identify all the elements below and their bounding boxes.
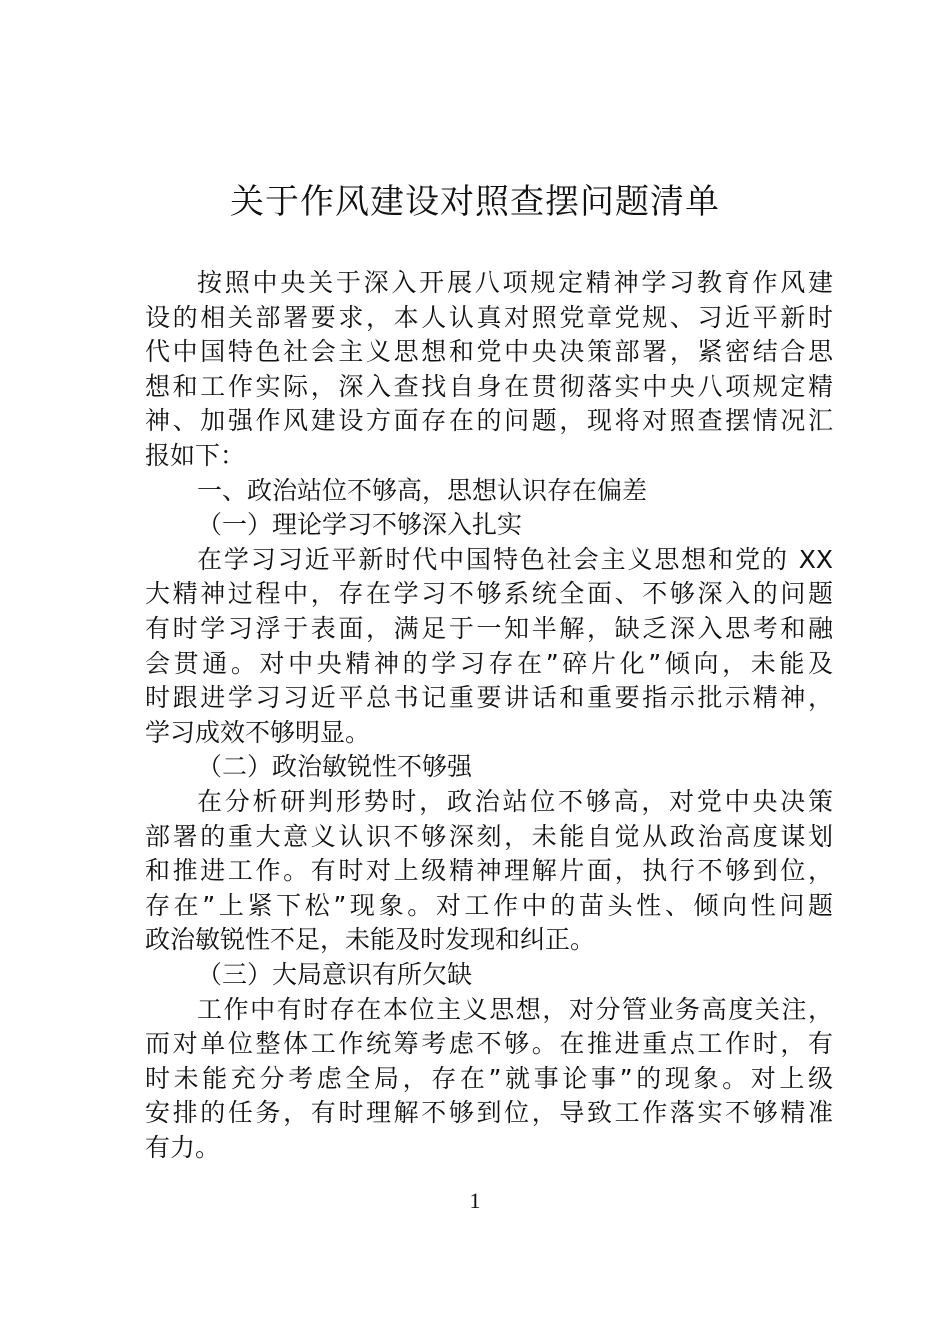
section-heading: （二）政治敏锐性不够强 [197, 752, 473, 782]
paragraph-line: 想和工作实际，深入查找自身在贯彻落实中央八项规定精 [145, 371, 833, 401]
paragraph-line: 报如下： [145, 441, 246, 470]
paragraph-line: 部署的重大意义认识不够深刻，未能自觉从政治高度谋划 [145, 821, 833, 851]
paragraph-line: 会贯通。对中央精神的学习存在”碎片化”倾向，未能及 [145, 648, 833, 678]
section-heading: （三）大局意识有所欠缺 [197, 960, 473, 989]
paragraph-line: 而对单位整体工作统筹考虑不够。在推进重点工作时，有 [145, 1029, 833, 1059]
paragraph-line: 时未能充分考虑全局，存在”就事论事”的现象。对上级 [145, 1063, 833, 1093]
section-heading: 一、政治站位不够高，思想认识存在偏差 [197, 475, 648, 505]
paragraph-line: 学习成效不够明显。 [145, 717, 371, 747]
paragraph-line: 时跟进学习习近平总书记重要讲话和重要指示批示精神， [145, 683, 833, 713]
paragraph-line: 设的相关部署要求，本人认真对照党章党规、习近平新时 [145, 302, 833, 332]
paragraph-line: 和推进工作。有时对上级精神理解片面，执行不够到位， [145, 856, 833, 886]
paragraph-line: 在分析研判形势时，政治站位不够高，对党中央决策 [197, 787, 833, 816]
paragraph-line: 安排的任务，有时理解不够到位，导致工作落实不够精准 [145, 1098, 833, 1128]
paragraph-line: 有力。 [145, 1133, 221, 1162]
paragraph-line: 存在”上紧下松”现象。对工作中的苗头性、倾向性问题 [145, 890, 833, 920]
paragraph-line: 政治敏锐性不足，未能及时发现和纠正。 [145, 925, 596, 955]
paragraph-line: 神、加强作风建设方面存在的问题，现将对照查摆情况汇 [145, 406, 833, 436]
paragraph-line: 有时学习浮于表面，满足于一知半解，缺乏深入思考和融 [145, 614, 833, 643]
page-number: 1 [469, 1188, 481, 1213]
paragraph-line: 工作中有时存在本位主义思想，对分管业务高度关注， [197, 994, 833, 1024]
paragraph-line: 大精神过程中，存在学习不够系统全面、不够深入的问题 [145, 579, 833, 609]
document-title: 关于作风建设对照查摆问题清单 [230, 182, 720, 222]
paragraph-line: 按照中央关于深入开展八项规定精神学习教育作风建 [197, 268, 833, 297]
paragraph-line: 在学习习近平新时代中国特色社会主义思想和党的 XX [197, 544, 833, 574]
paragraph-line: 代中国特色社会主义思想和党中央决策部署，紧密结合思 [145, 337, 833, 367]
section-heading: （一）理论学习不够深入扎实 [197, 510, 523, 540]
